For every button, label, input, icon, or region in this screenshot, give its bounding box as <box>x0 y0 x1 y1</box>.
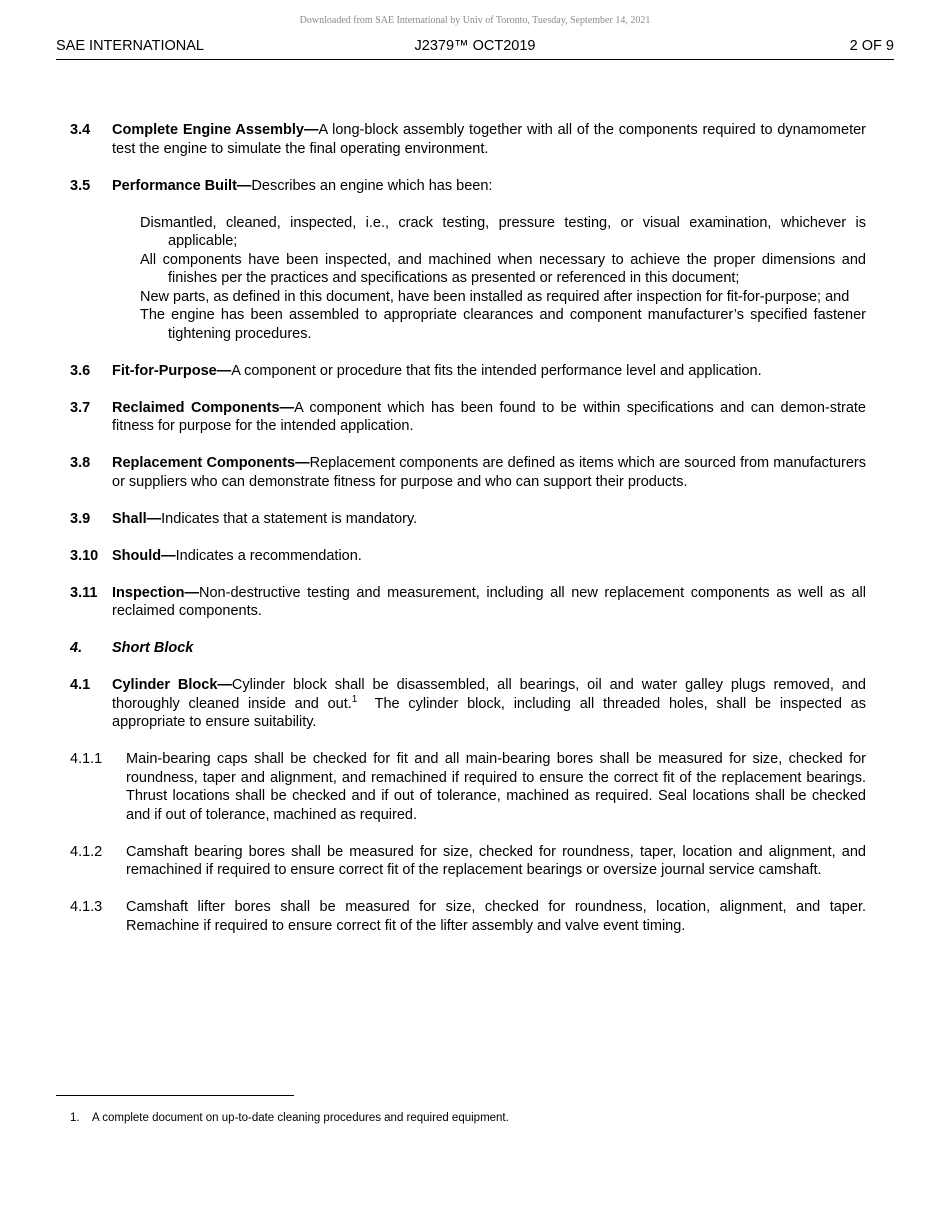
section-body <box>112 121 866 158</box>
list-item: New parts, as defined in this document, have been installed as required after inspection for fit-for-purpose; and <box>140 288 850 305</box>
definition-term: Replacement Components— <box>112 455 310 471</box>
section-3-8 <box>70 454 866 491</box>
definition-term: Should— <box>112 547 176 564</box>
definition-text: Non-destructive testing and measurement, including all new replacement components as well as all reclaimed components. <box>112 584 866 619</box>
section-title: Short Block <box>112 640 194 656</box>
definition-text-continued: The cylinder block, including all threaded holes, shall be inspected as appropriate to ensure suitability. <box>112 695 871 730</box>
definition-text: A long-block assembly together with all of the components required to dynamometer test the engine to simulate the final operating environment. <box>112 122 866 157</box>
footnote-reference: 1 <box>351 693 358 705</box>
section-3-4 <box>70 121 866 158</box>
document-body <box>70 121 871 954</box>
section-number: 4.1 <box>70 677 91 693</box>
header-page-number: 2 OF 9 <box>849 38 894 54</box>
section-3-10 <box>70 547 866 566</box>
section-4-heading <box>70 639 866 658</box>
section-body <box>112 362 866 381</box>
section-body <box>112 584 866 621</box>
section-body: Camshaft lifter bores shall be measured for size, checked for roundness, location, alignment, and taper. Remachine if required to ensure correct fit of the lifter assembly and valve event timing. <box>126 899 866 934</box>
section-number: 4.1.1 <box>70 751 103 767</box>
list-item: Dismantled, cleaned, inspected, i.e., crack testing, pressure testing, or visual examination, whichever is applicable; <box>140 214 866 249</box>
section-number: 3.10 <box>70 547 99 564</box>
footnote-number: 1. <box>70 1112 80 1124</box>
section-body: Camshaft bearing bores shall be measured for size, checked for roundness, taper, location and alignment, and remachined if required to ensure correct fit of the replacement bearings or oversize journal service camshaft. <box>126 843 866 878</box>
section-number: 3.7 <box>70 399 91 416</box>
section-number: 3.8 <box>70 455 91 471</box>
definition-term: Reclaimed Components— <box>112 399 295 416</box>
section-number: 3.4 <box>70 122 91 138</box>
definition-term: Inspection— <box>112 584 200 601</box>
section-body <box>112 399 866 436</box>
section-3-7 <box>70 399 866 436</box>
definition-text: A component which has been found to be within specifications and can demon-strate fitness for purpose for the intended application. <box>112 399 866 434</box>
download-watermark: Downloaded from SAE International by Univ of Toronto, Tuesday, September 14, 2021 <box>299 15 651 26</box>
section-body <box>112 177 866 196</box>
section-body: Main-bearing caps shall be checked for fit and all main-bearing bores shall be measured for size, checked for roundness, taper and alignment, and remachined if required to ensure the correct fit of the replacement bearings. Thrust locations shall be checked and if out of tolerance, machined as required. Seal locations shall be checked and if out of tolerance, machined as required. <box>126 751 866 823</box>
header-document-id: J2379™ OCT2019 <box>414 38 536 54</box>
section-body <box>112 454 866 491</box>
definition-term: Complete Engine Assembly— <box>112 122 319 138</box>
list-item: The engine has been assembled to appropriate clearances and component manufacturer’s specified fastener tightening procedures. <box>140 307 866 342</box>
definition-text: Indicates that a statement is mandatory. <box>161 510 418 527</box>
section-3-11 <box>70 584 866 621</box>
section-4-1-2 <box>70 843 866 880</box>
section-4-1 <box>70 676 871 732</box>
footnote-text: A complete document on up-to-date cleaning procedures and required equipment. <box>92 1112 509 1124</box>
list-item: All components have been inspected, and machined when necessary to achieve the proper dimensions and finishes per the practices and specifications as presented or referenced in this document; <box>140 251 866 286</box>
section-number: 4.1.2 <box>70 843 103 860</box>
section-body <box>112 510 866 529</box>
section-number: 3.5 <box>70 177 91 194</box>
section-number: 4. <box>70 640 83 656</box>
definition-text: Replacement components are defined as items which are sourced from manufacturers or suppliers who can demonstrate fitness for purpose and who can support their products. <box>112 455 866 490</box>
definition-term: Shall— <box>112 510 162 527</box>
section-body <box>112 547 866 566</box>
section-4-1-1 <box>70 750 866 824</box>
section-3-5 <box>70 177 866 196</box>
page-header <box>56 38 894 60</box>
section-number: 3.6 <box>70 362 91 379</box>
section-number: 3.9 <box>70 510 91 527</box>
section-body <box>112 676 871 732</box>
section-3-6 <box>70 362 866 381</box>
definition-text: Cylinder block shall be disassembled, all bearings, oil and water galley plugs removed, and thoroughly cleaned inside and out. <box>112 677 866 712</box>
section-4-1-3 <box>70 898 866 935</box>
footnote <box>70 1112 509 1124</box>
performance-built-list <box>140 214 866 344</box>
definition-term: Fit-for-Purpose— <box>112 362 232 379</box>
definition-term: Performance Built— <box>112 177 252 194</box>
section-number: 4.1.3 <box>70 899 103 915</box>
section-3-9 <box>70 510 866 529</box>
definition-term: Cylinder Block— <box>112 677 232 693</box>
header-publisher: SAE INTERNATIONAL <box>56 38 204 54</box>
definition-text: A component or procedure that fits the intended performance level and application. <box>231 362 762 379</box>
definition-text: Describes an engine which has been: <box>251 177 493 194</box>
section-number: 3.11 <box>70 584 98 601</box>
definition-text: Indicates a recommendation. <box>175 547 362 564</box>
footnote-divider <box>56 1095 294 1096</box>
